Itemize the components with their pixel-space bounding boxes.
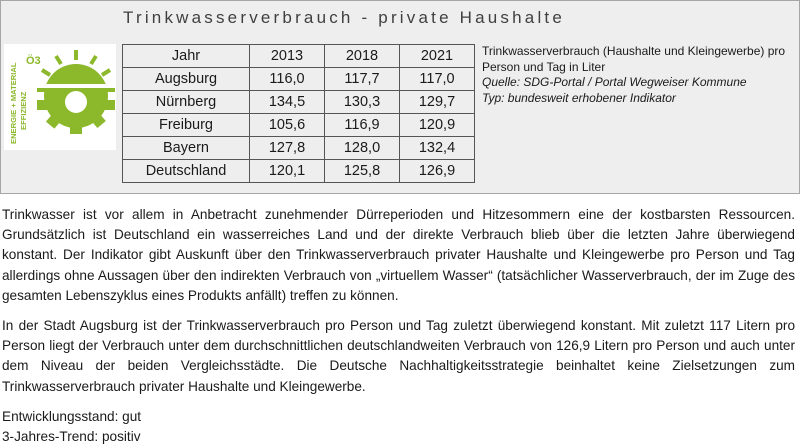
table-cell: 134,5 — [250, 91, 325, 114]
description-text — [2, 205, 795, 447]
table-cell: 128,0 — [325, 137, 400, 160]
svg-text:ENERGIE + MATERIAL: ENERGIE + MATERIAL — [9, 62, 18, 144]
table-cell: 125,8 — [325, 160, 400, 183]
indicator-type: Typ: bundesweit erhobener Indikator — [482, 90, 676, 105]
paragraph: Trinkwasser ist vor allem in Anbetracht zunehmender Dürreperioden und Hitzesommern eine der kostbarsten Ressourcen. Grundsätzlich ist Deutschland ein wasserreiches Land und der direkte Verbrauch blieb über die letzten Jahre überwiegend konstant. Der Indikator gibt Auskunft über den Trinkwasserverbrauch privater Haushalte und Kleingewerbe pro Person und Tag allerdings ohne Aussagen über den indirekten Verbrauch von „virtuellem Wasser“ (tatsächlicher Wasserverbrauch, der im Zuge des gesamten Lebenszyklus eines Produkts anfällt) treffen zu können. — [2, 207, 795, 303]
table-header-row — [123, 45, 475, 68]
table-cell: 117,7 — [325, 68, 400, 91]
row-label: Freiburg — [123, 114, 250, 137]
table-cell: 120,9 — [400, 114, 475, 137]
table-cell: 105,6 — [250, 114, 325, 137]
indicator-description: Trinkwasserverbrauch (Haushalte und Kleingewerbe) pro Person und Tag in Liter — [482, 44, 786, 74]
column-header: Jahr — [123, 45, 250, 68]
paragraph: In der Stadt Augsburg ist der Trinkwasserverbrauch pro Person und Tag zuletzt überwiegend konstant. Mit zuletzt 117 Litern pro Person liegt der Verbrauch unter dem durchschnittlichen deutschlandweiten Verbrauch von 126,9 Litern pro Person und auch unter dem Niveau der beiden Vergleichsstädte. Die Deutsche Nachhaltigkeitsstrategie beinhaltet keine Zielsetzungen zum Trinkwasserverbrauch privater Haushalte und Kleingewerbe. — [2, 318, 795, 394]
table-cell: 127,8 — [250, 137, 325, 160]
row-label: Bayern — [123, 137, 250, 160]
column-header: 2013 — [250, 45, 325, 68]
table-cell: 130,3 — [325, 91, 400, 114]
energy-material-logo — [4, 44, 116, 150]
table-row — [123, 137, 475, 160]
consumption-table — [122, 44, 475, 183]
trend-status: 3-Jahres-Trend: positiv — [2, 429, 141, 445]
table-cell: 126,9 — [400, 160, 475, 183]
svg-text:EFFIZIENZ: EFFIZIENZ — [19, 91, 28, 130]
svg-text:Ö3: Ö3 — [26, 55, 41, 67]
table-cell: 116,9 — [325, 114, 400, 137]
table-cell: 129,7 — [400, 91, 475, 114]
table-cell: 117,0 — [400, 68, 475, 91]
development-status: Entwicklungsstand: gut — [2, 408, 142, 424]
row-label: Augsburg — [123, 68, 250, 91]
table-row — [123, 68, 475, 91]
column-header: 2021 — [400, 45, 475, 68]
column-header: 2018 — [325, 45, 400, 68]
indicator-source: Quelle: SDG-Portal / Portal Wegweiser Kommune — [482, 75, 747, 89]
page-title: Trinkwasserverbrauch - private Haushalte — [123, 8, 565, 27]
table-row — [123, 91, 475, 114]
table-cell: 116,0 — [250, 68, 325, 91]
gear-sun-icon — [4, 44, 116, 150]
table-row — [123, 160, 475, 183]
table-cell: 132,4 — [400, 137, 475, 160]
row-label: Deutschland — [123, 160, 250, 183]
table-row — [123, 114, 475, 137]
indicator-info — [482, 44, 794, 106]
table-cell: 120,1 — [250, 160, 325, 183]
row-label: Nürnberg — [123, 91, 250, 114]
